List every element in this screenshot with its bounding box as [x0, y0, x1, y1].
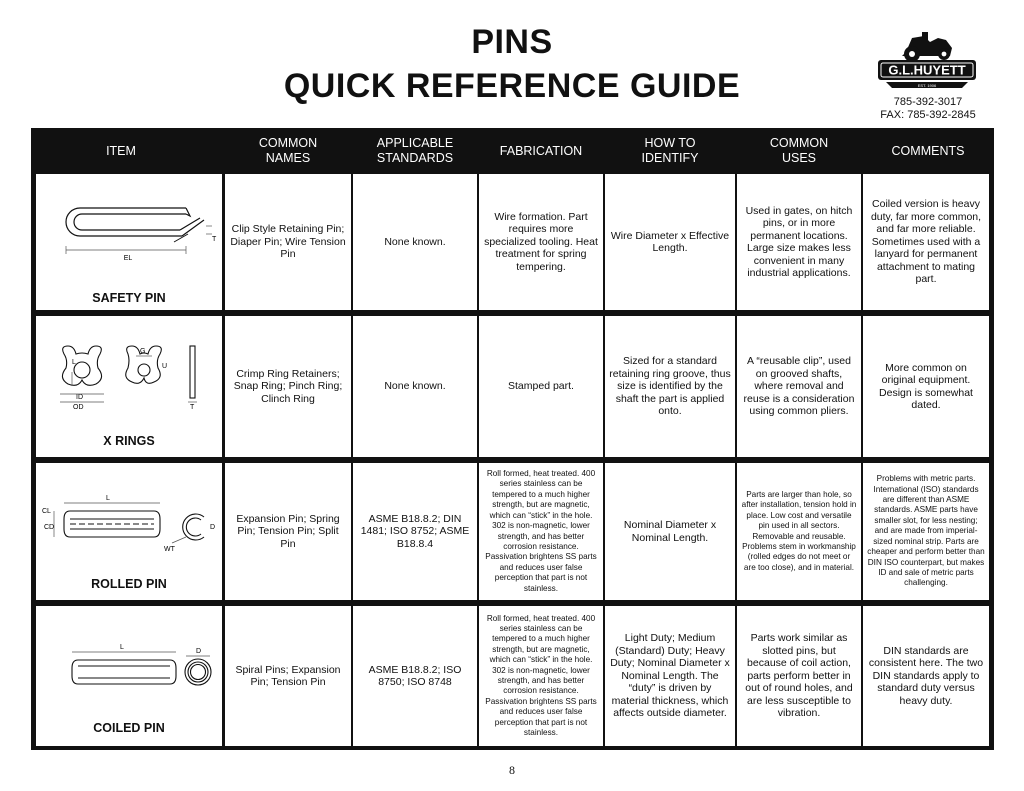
label-u: U — [162, 363, 168, 370]
item-name-rolled-pin: ROLLED PIN — [91, 577, 167, 591]
title-line-1: PINS — [471, 23, 553, 61]
rolled-pin-drawing — [36, 463, 222, 578]
column-header-item: ITEM — [106, 143, 136, 158]
comments-coiled-pin: DIN standards are consistent here. The two DIN standards apply to standard duty versus heavy duty. — [863, 606, 989, 746]
gl-huyett-logo — [872, 30, 982, 96]
label-wt: WT — [164, 546, 175, 553]
label-d-coiled: D — [196, 648, 202, 655]
item-name-coiled-pin: COILED PIN — [93, 721, 165, 735]
column-header-common-uses: COMMON USES — [769, 136, 829, 165]
standards-safety-pin: None known. — [353, 174, 477, 310]
reference-table — [31, 128, 994, 750]
item-cell-coiled-pin — [36, 606, 222, 746]
identify-safety-pin: Wire Diameter x Effective Length. — [605, 174, 735, 310]
fabrication-coiled-pin: Roll formed, heat treated. 400 series stainless can be tempered to a much higher strength, but are magnetic, which can “stick” in the hole. 302 is non-magnetic, lower strength, and has better corrosion resistance. Passivation brightens SS parts and reduces user false perception that part is not stainless. — [479, 606, 603, 746]
standards-x-rings: None known. — [353, 316, 477, 457]
label-d-rolled: D — [210, 524, 216, 531]
fabrication-safety-pin: Wire formation. Part requires more specialized tooling. Heat treatment for spring tempering. — [479, 174, 603, 310]
column-header-fabrication: FABRICATION — [499, 143, 583, 158]
names-rolled-pin: Expansion Pin; Spring Pin; Tension Pin; Split Pin — [225, 463, 351, 600]
label-t: T — [212, 236, 217, 243]
item-cell-safety-pin — [36, 174, 222, 310]
standards-coiled-pin: ASME B18.8.2; ISO 8750; ISO 8748 — [353, 606, 477, 746]
label-od: OD — [73, 404, 84, 411]
item-name-x-rings: X RINGS — [103, 434, 155, 448]
item-name-safety-pin: SAFETY PIN — [92, 291, 166, 305]
comments-safety-pin: Coiled version is heavy duty, far more common, and far more reliable. Sometimes used with a lanyard for permanent attachment to mating part. — [863, 174, 989, 310]
table-header — [33, 130, 992, 172]
label-l: L — [72, 359, 76, 366]
column-header-how-to-identify: HOW TO IDENTIFY — [641, 136, 699, 165]
names-x-rings: Crimp Ring Retainers; Snap Ring; Pinch Ring; Clinch Ring — [225, 316, 351, 457]
names-safety-pin: Clip Style Retaining Pin; Diaper Pin; Wire Tension Pin — [225, 174, 351, 310]
comments-x-rings: More common on original equipment. Design is somewhat dated. — [863, 316, 989, 457]
label-g: G — [140, 348, 146, 355]
column-header-common-names: COMMON NAMES — [258, 136, 318, 165]
column-header-applicable-standards: APPLICABLE STANDARDS — [376, 136, 454, 165]
x-rings-drawing — [36, 316, 222, 431]
label-l-rolled: L — [106, 495, 110, 502]
phone-number: 785-392-3017 — [893, 96, 963, 108]
item-cell-rolled-pin — [36, 463, 222, 600]
logo-subtext: EST. 1906 — [917, 83, 937, 88]
comments-rolled-pin: Problems with metric parts. International (ISO) standards are different than ASME standards. ASME parts have smaller slot, for less nesting; and are made from imperial-sized nominal strip. Parts are cheaper and perform better than DIN ISO counterpart, but makes ID and sale of metric parts challenging. — [863, 463, 989, 600]
label-cd: CD — [44, 524, 55, 531]
uses-safety-pin: Used in gates, on hitch pins, or in more permanent locations. Large size makes less convenient in many industrial applications. — [737, 174, 861, 310]
label-id: ID — [76, 394, 83, 401]
fax-number: FAX: 785-392-2845 — [880, 109, 976, 121]
names-coiled-pin: Spiral Pins; Expansion Pin; Tension Pin — [225, 606, 351, 746]
item-cell-x-rings — [36, 316, 222, 457]
identify-x-rings: Sized for a standard retaining ring groove, thus size is identified by the shaft the part is applied onto. — [605, 316, 735, 457]
label-el: EL — [123, 255, 133, 262]
label-t-xring: T — [190, 404, 195, 411]
uses-rolled-pin: Parts are larger than hole, so after installation, tension hold in place. Low cost and versatile pin used in all sectors. Removable and reusable. Problems stem in workmanship (rolled edges do not meet or are too close), and in material. — [737, 463, 861, 600]
label-cl: CL — [42, 508, 51, 515]
safety-pin-drawing — [36, 174, 222, 284]
page-number: 8 — [509, 763, 515, 777]
identify-rolled-pin: Nominal Diameter x Nominal Length. — [605, 463, 735, 600]
title-line-2: QUICK REFERENCE GUIDE — [283, 67, 741, 105]
label-l-coiled: L — [120, 644, 124, 651]
fabrication-x-rings: Stamped part. — [479, 316, 603, 457]
standards-rolled-pin: ASME B18.8.2; DIN 1481; ISO 8752; ASME B18.8.4 — [353, 463, 477, 600]
column-header-comments: COMMENTS — [891, 143, 965, 158]
identify-coiled-pin: Light Duty; Medium (Standard) Duty; Heavy Duty; Nominal Diameter x Nominal Length. The “duty” is driven by material thickness, which affects outside diameter. — [605, 606, 735, 746]
logo-text: G.L.HUYETT — [888, 62, 966, 78]
uses-x-rings: A “reusable clip”, used on grooved shafts, where removal and reuse is a consideration using common pliers. — [737, 316, 861, 457]
coiled-pin-drawing — [36, 606, 222, 721]
fabrication-rolled-pin: Roll formed, heat treated. 400 series stainless can be tempered to a much higher strength, but are magnetic, which can “stick” in the hole. 302 is non-magnetic, lower strength, and has better corrosion resistance. Passivation brightens SS parts and reduces user false perception that part is not stainless. — [479, 463, 603, 600]
uses-coiled-pin: Parts work similar as slotted pins, but because of coil action, parts perform better in out of round holes, and are less susceptible to vibration. — [737, 606, 861, 746]
